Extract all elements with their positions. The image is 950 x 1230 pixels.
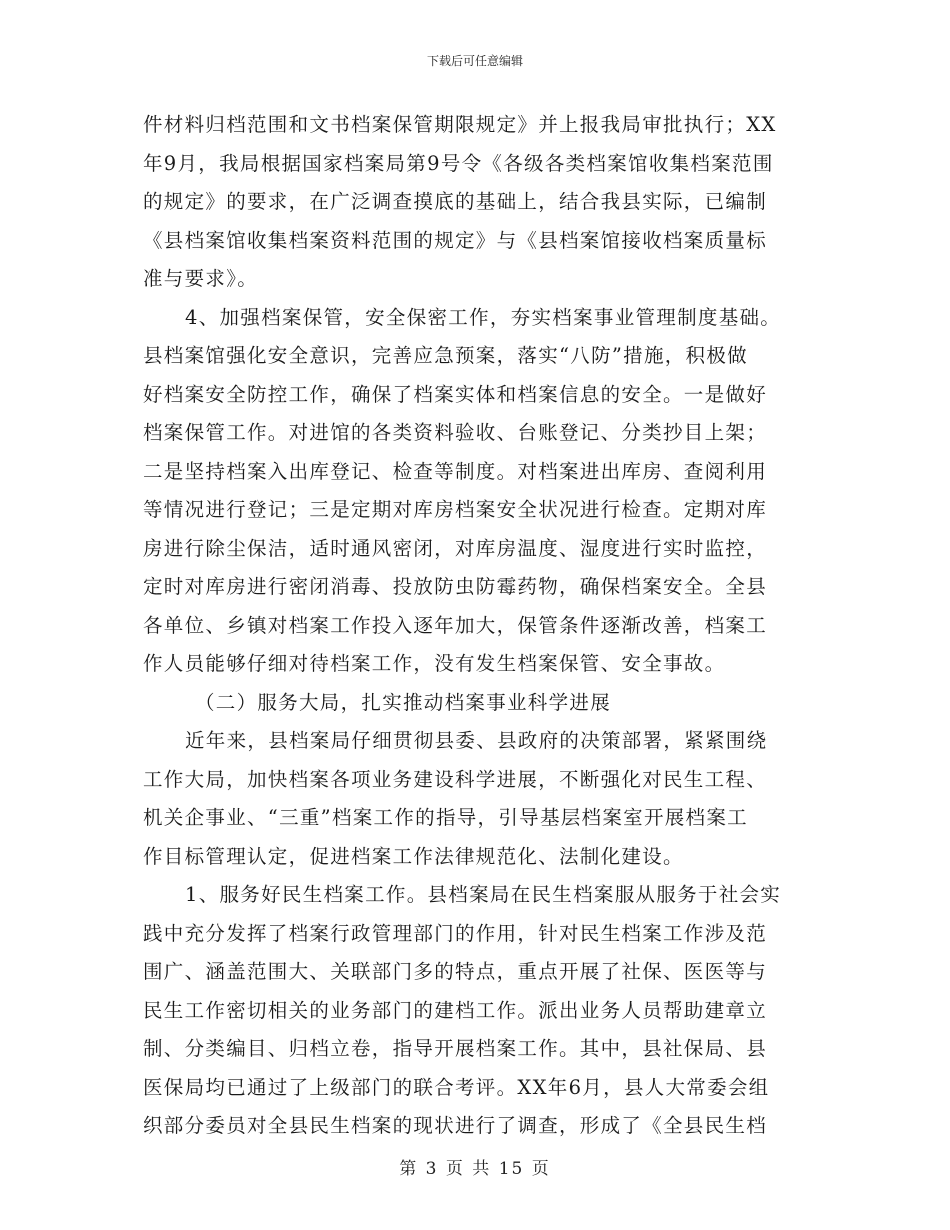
section-heading-text: （二）服务大局，扎实推动档案事业科学进展 [195,690,612,714]
text-line: 的规定》的要求，在广泛调查摸底的基础上，结合我县实际，已编制 [143,190,768,213]
paragraph-item-4 [143,299,815,684]
text-line: 档案保管工作。对进馆的各类资料验收、台账登记、分类抄目上架； [143,421,768,444]
text-line: 准与要求》。 [143,267,259,290]
text-line: 4、加强档案保管，安全保密工作，夯实档案事业管理制度基础。 [185,305,782,329]
text-line: 制、分类编目、归档立卷，指导开展档案工作。其中，县社保局、县 [143,1037,768,1060]
text-line: 《县档案馆收集档案资料范围的规定》与《县档案馆接收档案质量标 [143,228,768,252]
page-number-footer: 第 3 页 共 15 页 [399,1159,551,1179]
text-line: 践中充分发挥了档案行政管理部门的作用，针对民生档案工作涉及范 [143,921,768,945]
text-line: 1、服务好民生档案工作。县档案局在民生档案服从服务于社会实 [185,883,782,906]
text-line: 等情况进行登记；三是定期对库房档案安全状况进行检查。定期对库 [143,498,768,521]
text-line: 围广、涵盖范围大、关联部门多的特点，重点开展了社保、医医等与 [143,960,768,983]
text-line: 件材料归档范围和文书档案保管期限规定》并上报我局审批执行；XX [143,113,777,136]
section-heading [143,684,815,723]
text-line: 织部分委员对全县民生档案的现状进行了调查，形成了《全县民生档 [143,1114,768,1137]
text-line: 医保局均已通过了上级部门的联合考评。XX年6月，县人大常委会组 [143,1075,770,1099]
text-line: 作人员能够仔细对待档案工作，没有发生档案保管、安全事故。 [143,652,726,675]
text-line: 民生工作密切相关的业务部门的建档工作。派出业务人员帮助建章立 [143,998,768,1022]
paragraph-intro [143,722,815,876]
text-line: 县档案馆强化安全意识，完善应急预案，落实“八防”措施，积极做 [143,344,748,367]
text-line: 近年来，县档案局仔细贯彻县委、县政府的决策部署，紧紧围绕 [185,729,768,752]
text-line: 各单位、乡镇对档案工作投入逐年加大，保管条件逐渐改善，档案工 [143,613,768,637]
text-line: 好档案安全防控工作，确保了档案实体和档案信息的安全。一是做好 [143,382,768,406]
paragraph-continuation [143,106,815,299]
text-line: 工作大局，加快档案各项业务建设科学进展，不断强化对民生工程、 [143,767,768,791]
paragraph-item-1 [143,876,815,1146]
text-line: 二是坚持档案入出库登记、检查等制度。对档案进出库房、查阅利用 [143,459,768,483]
text-line: 房进行除尘保洁，适时通风密闭，对库房温度、湿度进行实时监控， [143,536,768,560]
document-body [143,106,815,1146]
text-line: 年9月，我局根据国家档案局第9号令《各级各类档案馆收集档案范围 [143,151,774,175]
page-header: 下载后可任意编辑 [426,54,523,68]
text-line: 机关企事业、“三重”档案工作的指导，引导基层档案室开展档案工 [143,806,748,829]
text-line: 定时对库房进行密闭消毒、投放防虫防霉药物，确保档案安全。全县 [143,575,768,598]
text-line: 作目标管理认定，促进档案工作法律规范化、法制化建设。 [143,844,684,868]
